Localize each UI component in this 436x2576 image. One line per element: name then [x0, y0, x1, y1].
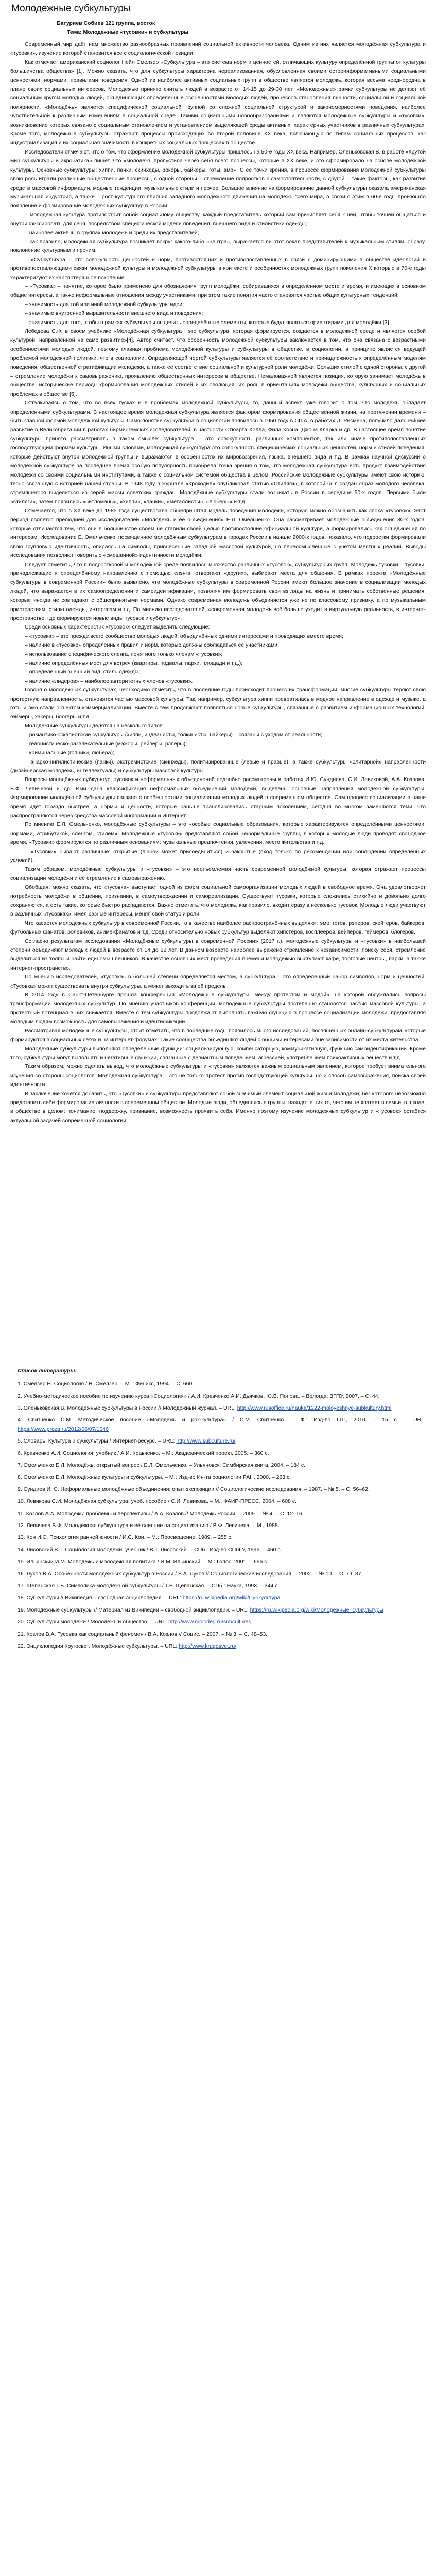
body-paragraph: Среди основных характеристик «тусовок» следует выделить следующие:: [25, 624, 210, 631]
body-paragraph: – гедонистическо-развлекательные (мажоры, рейверы, рэперы);: [25, 740, 187, 747]
body-paragraph: – использование специфического сленга, понятного только членам «тусовки»;: [25, 651, 223, 657]
reference-text: 4. Свитченко С.М. Методическое пособие «Молодёжь и рок-культура» / С.М. Свитченко. – Ф.: Изд-во ГПГ, 2010. – 15 с. – URL:: [18, 1417, 426, 1423]
body-paragraph: Отталкиваясь о том, что во всех тусках и в проблемах молодёжной субкультуры, то, данный аспект, уже говорит о том, что молодёжь обладает определёнными субкультурами. В настоящее время молодежная субкультура является фактором формирования общественной жизни, на протяжении времени – быть главной формой молодёжной культуры. Само понятие субкультура в социологии появилось в 1950 году в США, в работах Д. Рисмена, получило дальнейшее развитие в Великобритании в работах бирмингемских исследователей, в частности Стюарта Холла, Фила Коэна, Джона Кларка и др. В настоящее время понятие субкультуры принято рассматривать в таком смысле: субкультура – это совокупность различных компонентов, так или иначе противопоставленных господствующим формам культуры. Иными словами, молодёжная субкультура это совокупность специфических социальных ценностей, норм и стилей поведения, которые действуют внутри молодежной группы и выражаются в особенностях их мировоззрения, языка, внешнего вида и т.д. В рамках научной дискуссии о молодёжной субкультуре за последнее время особую популярность приобрела точка зрения о том, что молодёжная субкультура есть продукт взаимодействия молодежи со своими социальными институтами, а также с социальной системой общества в целом. Российские молодёжные субкультуры имеют свою историю, тесно связанную с историей нашей страны. В 1948 году в журнале «Крокодил» опубликовал статью «Стиляги», в которой был создан образ молодого человека, стремящегося выделиться из серой массы советских граждан. Молодёжные субкультуры стали возникать в России в середине 50-х годов. Первыми были «стиляги», затем появились «битломаны», «хиппи», «панки», «металлисты», «люберы» и т.д.: [10, 400, 426, 505]
reference-item: [18, 1533, 426, 1542]
reference-item: [18, 1461, 426, 1470]
reference-text: 10. Левикова С.И. Молодёжная субкультура: учеб. пособие / С.И. Левикова. – М.: ФАИР-ПРЕСС, 2004. – 608 с.: [18, 1498, 297, 1505]
body-paragraph: В заключение хочется добавить, что «Тусовки» и субкультуры представляют собой значимый элемент социальной жизни молодёжи, без которого невозможно представить себе формирование личности в современном обществе. Молодые люди, объединяясь в группы, находят в них то, чего им не хватает в семье, в школе, в обществе в целом: понимание, поддержку, признание, возможность проявить себя. Именно поэтому изучение молодёжных субкультур и «тусовок» остаётся актуальной задачей современной социологии.: [10, 1090, 426, 1124]
author-line: Батуриев Собиев 121 группа, восток: [57, 20, 155, 26]
body-paragraph: Как отмечает американский социолог Нейл Смелзер «Субкультура – это система норм и ценностей, отличающих культуру определённой группы от культуры большинства общества» [1]. Можно сказать, что для субкультуры характерна нереализованная, обусловленная своими остроинформативными социальными ценностями, нормами, правилами поведения. Одной из наиболее активных социальных групп в обществе является молодежь, которая весьма неоднородна в плане своих социальных интересов. Молодёжью принято считать людей в возрасте от 14-15 до 29-30 лет. «Молодежные» рамки субкультуры не делают её социальным кругом молодых людей, объединяющих определённые особенностями молодых людей, процессов становления личности, социальной и социальной полярности. «Молодёжь» является специфической социальной группой со сложной социальной структурой и закономерностями поведения, наиболее чувствительной к различным изменениям в социальной среде. Такими социальными новообразованиями и являются молодёжные субкультуры и «тусовки», возникновение которых связано с социальным становлением и установлением выделяющей среды активных, характерных участников в различных субкультурах. Кроме того, молодёжные субкультуры отражают процессы происходящих во второй половине XX века, включающую по типам социальных процессов, как индустриализация и их социальная значимость в конкретных социальных процессах в обществе.: [10, 59, 426, 146]
document-body: [10, 40, 426, 1125]
body-paragraph: – наличие определённых мест для встреч (квартиры, подвалы, парки, площади и т.д.);: [25, 660, 243, 667]
reference-link[interactable]: https://ru.wikipedia.org/wiki/Молодёжные_субкультуры: [250, 1606, 383, 1613]
body-paragraph: Лебедева С.Ф. в своём учебнике «Молодёжная субкультура : это субкультура, которая формируется, создаётся в молодежной среде и является особой культурой, направленной на само развитие»[4]. Автор считает, что особенность молодежной субкультуры заключается в том, что она связана с возрастными особенностями молодых людей, поэтому главная проблема молодёжной культуры и субкультуры в обществе, в социологии, в принципе является ведущей проблемой молодежной политики, что в социологии. Определяющей чертой субкультуры является её соответствие и принадлежность к определённым моделям поведения, общественной стратификации молодежи, а также её соответствие социальной и культурной роли молодёжи. Больших стилей с одной стороны, с другой – стремление молодёжи к самовыражению, проявлению общественных интересов в обществе. Немаловажной является позиция, которую занимает молодёжь в обществе, исторические периоды формирования молодежных стилей и их эволюция, их роль в ориентациях молодёжи общества, культурных и социальных проблемах в обществе [5].: [10, 328, 426, 397]
body-paragraph: Исследователи отмечают, что о том, что оформление молодежной субкультуры пришлось на 50-е годы XX века. Например, Оленьковская В. в работе «Крутой мир субкультуры и акробатика» пишет, что «молодежь пропустила через себя всего процессы, которые в XX веке, и это сформировало на основе молодежной культуры. Основные субкультуры: хиппи, панки, скинхеды, рокеры, байкеры, готы, эмо». С ее точки зрения, в процессе формирования молодёжной субкультуры свою роль играли различные общественные процессы, с одной стороны – стремление подростков к самостоятельности, с другой – такие факторы, как развитие средств массовой информации, модные тенденции, музыкальные стили и прочее. Большое влияние на формирование данной субкультуры оказала американская музыкальная индустрия, а также – рост культурного влияния западного молодёжного движения на молодежь всего мира, в связи с этим в 60-е годы произошло появление и формирование молодёжных субкультур в России.: [10, 148, 426, 209]
body-paragraph: – «Тусовка» – понятие, которое было применено для обозначения групп молодёжи, собиравшихся в определённом месте и время, и имеющих в основном общие интересы, а также неформальные отношения между участниками, при этом такие понятия часто становятся частью общих культурных тенденций;: [10, 283, 426, 299]
body-paragraph: Следует отметить, что в подростковой и молодёжной среде появилось множество различных «тусовок», субкультурных групп. Молодёжь тусовки – тусовки, принадлежащие к определённому направлению с помощью слэнга, отвергают «других», выбирают места для общения. В рамках проекта «Молодёжные субкультуры в современной России» было выявлено, что молодёжные субкультуры в современной России имеют большое значение в социализации молодых людей, что выражается в их самоопределении и самоидентификации, позволяя им формировать свои взгляды на жизнь и принимать собственные решения, которые иногда не совпадают с общепринятыми нормами. Однако современная молодежь объединяется уже не по классовому признаку, а по музыкальным пристрастиям, стилю одежды, интересам и т.д. По мнению исследователей, «современная молодежь всё больше уходит в виртуальную реальность, в интернет-пространство, где формируются новые виды тусовок и субкультур».: [10, 561, 426, 621]
reference-text: 17. Щепанская Т.Б. Символика молодёжной субкультуры / Т.Б. Щепанская. – СПб.: Наука, 1993. – 344 с.: [18, 1583, 280, 1589]
reference-item: [18, 1404, 426, 1413]
body-paragraph: Что касается молодёжных субкультур в современной России, то в качестве наиболее распространённых выделяют: эмо, готов, рэперов, скейтеров, байкеров, футбольных фанатов, ролевиков, аниме-фанатов и т.д. Среди относительно новых субкультур выделяют хипстеров, косплееров, вейперов, геймеров, блогеров.: [10, 920, 426, 936]
references-list: [10, 1380, 426, 1651]
reference-text: 9. Сундиев И.Ю. Неформальные молодёжные объединения: опыт экспозиции // Социологические исследования. – 1987. – № 5. – С. 56–62.: [18, 1486, 370, 1493]
reference-text: 11. Козлов А.А. Молодёжь: проблемы и перспективы / А.А. Козлов // Молодёжь России. – 2009. – № 4. – С. 12–16.: [18, 1510, 304, 1517]
body-paragraph: В 2014 году в Санкт-Петербурге прошла конференция «Молодёжные субкультуры: между протестом и модой», на которой обсуждались вопросы трансформации молодёжных субкультур. По мнению участников конференции, молодёжные субкультуры постепенно становятся частью массовой культуры, а протестный потенциал в них снижается. Вместе с тем субкультуры продолжают выполнять важную функцию в процессе социализации молодёжи, предоставляя молодым людям возможность для самовыражения и идентификации.: [10, 992, 426, 1025]
body-paragraph: – наличие в «тусовке» определённых правил и норм, которые должны соблюдаться её участниками;: [25, 642, 280, 649]
reference-text: 18. Субкультуры // Википедия – свободная энциклопедия. – URL:: [18, 1595, 183, 1601]
body-paragraph: – «Субкультура – это совокупность ценностей и норм, противостоящих и противопоставленных в связи с доминирующими в обществе идеологий и противопоставляющими связи молодежной культуры и молодежной субкультуры в контексте и особенностях молодежных групп поколения Х которые в 70-е годы характеризуют их как "потерянное поколение".: [10, 256, 426, 281]
body-paragraph: Рассматривая молодёжные субкультуры, стоит отметить, что в последние годы появилось много исследований, посвящённых онлайн-субкультурам, которые формируются в социальных сетях и на интернет-форумах. Такие сообщества объединяют людей с общими интересами вне зависимости от их места жительства.: [10, 1027, 426, 1043]
reference-text: 5. Словарь. Культура и субкультуры / Интернет-ресурс. – URL:: [18, 1438, 177, 1445]
reference-text: 19. Молодёжные субкультуры // Материал из Википедии – свободной энциклопедии. – URL:: [18, 1606, 250, 1613]
body-paragraph: – «тусовка» – это прежде всего сообщество молодых людей, объединённых одними интересами и проводящих вместе время;: [25, 633, 343, 639]
body-paragraph: По мнению Е.Л. Омельченко, молодёжные субкультуры – это «особые социальные образования, которые характеризуются определёнными ценностями, нормами, атрибутикой, сленгом, стилем». Молодёжные «тусовки» представляют собой неформальные группы, в которых молодые люди проводят свободное время. «Тусовки» формируются по различным основаниям: музыкальные предпочтения, увлечения, место жительства и т.д.: [10, 821, 426, 846]
body-paragraph: Отмечается, что в XX веке до 1985 года существовала общепринятая модель поведения молодежи, которую можно обозначить как эпоха «тусовок». Этот период является прелюдией для исследователей «Молодёжь и её объединения» Е.Л. Омельченко. Она рассматривает молодёжные объединения 80-х годов, которые отличаются тем, что они в большинстве своем не ставили своей целью противостояние официальной культуре, а формировались как объединения по интересам. Исследование Е. Омельченко, посвящённое молодёжным субкультурам в городах России в начале 2000-х годов, показало, что подростки формировали свою групповую идентичность, опираясь на символы, привнесённые западной массовой культурой, но переосмысленные с учётом местных реалий. Выводы исследования позволяют говорить о «смешанной» идентичности молодёжи.: [10, 507, 426, 559]
body-paragraph: – наличие «лидеров» – наиболее авторитетных членов «тусовки».: [25, 677, 193, 684]
body-paragraph: Таким образом, молодёжные субкультуры и «тусовки» – это неотъемлемая часть современной молодёжной культуры, которая отражает процессы социализации молодёжи и её стремление к самовыражению.: [10, 866, 426, 882]
reference-item: [18, 1510, 426, 1518]
reference-item: [18, 1473, 426, 1482]
body-paragraph: – значимость для того, чтобы в рамках субкультуры выделить определённые элементы, которые будут являться ориентирами для молодёжи [3].: [25, 319, 391, 326]
body-paragraph: Говоря о молодёжных субкультурах, необходимо отметить, что в последние годы происходит процесс их трансформации: многие субкультуры теряют свою протестную направленность, становятся частью массовой культуры. Так, например, субкультура хиппи превратилась в модное направление в одежде и музыке, а готы и эмо стали объектом коммерциализации. Вместе с тем продолжают появляться новые субкультуры, связанные с развитием информационных технологий: геймеры, хакеры, блогеры и т.д.: [10, 687, 426, 720]
reference-text: 15. Ильинский И.М. Молодёжь и молодёжная политика / И.М. Ильинский. – М.: Голос, 2001. – 696 с.: [18, 1558, 269, 1565]
references-title: Список литературы:: [18, 1368, 77, 1375]
body-paragraph: – значимые внутренней выразительности внешнего вида и поведения;: [25, 310, 203, 317]
body-paragraph: – определённый внешний вид, стиль одежды;: [25, 669, 141, 675]
body-paragraph: – «Тусовки» бывают различные: открытые (любой может присоединиться) и закрытые (вход только по рекомендации или соблюдении определённых условий).: [10, 848, 426, 863]
document-title: Молодежные субкультуры: [11, 3, 131, 14]
reference-text: 22. Энциклопедия Кругосвет. Молодёжные субкультуры. – URL:: [18, 1643, 179, 1650]
body-paragraph: По мнению исследователей, «тусовка» в большей степени определяется местом, а субкультура – это определённый набор символов, норм и ценностей. «Тусовка» может существовать внутри субкультуры, а может выходить за её пределы.: [10, 974, 426, 989]
reference-text: 6. Кравченко А.И. Социология: учебник / А.И. Кравченко. – М.: Академический проект, 2005. – 360 с.: [18, 1450, 269, 1456]
body-paragraph: Современный мир даёт нам множество разнообразных проявлений социальной активности человека. Одним из них является молодёжная субкультура и «тусовки», изучение которой становится все с социологической позиции.: [10, 41, 426, 57]
reference-item: [18, 1416, 426, 1434]
body-paragraph: Вопросы молодёжных субкультур, тусовок и неформальных объединений подробно рассмотрены в работах И.Ю. Сундиева, С.И. Левиковой, А.А. Козлова, В.Ф. Левичевой и др. Ими дана классификация неформальных объединений молодежи, выделены основные направления молодежной субкультуры. Формирование молодёжной субкультуры связано с особенностями социализации молодых людей в современном обществе. Сам процесс социализации в наше время идёт гораздо быстрее, а нормы и ценности, которые раньше транслировались старшим поколением, сегодня во многом заменяются теми, что распространяются через средства массовой информации и Интернет.: [10, 776, 426, 819]
topic-line: Тема: Молодежные «тусовки» и субкультуры: [67, 29, 189, 36]
body-paragraph: – криминальные (гопники, любера);: [25, 750, 114, 756]
reference-text: 14. Лисовский В.Т. Социология молодёжи: учебник / В.Т. Лисовский. – СПб.: Изд-во СПбГУ, 1996. – 460 с.: [18, 1546, 282, 1553]
reference-item: [18, 1557, 426, 1566]
body-paragraph: Согласно результатам исследования «Молодёжные субкультуры в современной России» (2017 г.), молодёжные субкультуры и «тусовки» в наибольшей степени объединяют молодых людей в возрасте от 14 до 22 лет. В данном возрасте наиболее выражено стремление к независимости, поиску себя, стремление выделиться из толпы и найти единомышленников. В качестве основных мест проведения времени молодёжью выступают кафе, торговые центры, парки, а также интернет-пространство.: [10, 938, 426, 971]
body-paragraph: Молодёжные субкультуры выполняют определённые функции: социализирующую, компенсаторную, коммуникативную, функцию самоидентификации. Кроме того, субкультуры могут выполнять и негативные функции, связанные с девиантным поведением, агрессией, употреблением психоактивных веществ и т.д.: [10, 1045, 426, 1061]
body-paragraph: – молодежная культура противостоит собой социальному обществу, каждый представитель который сам причисляет себя к ней, чтобы точней общаться и внутри фиксировать для себя, посредством специфической модели поведения, внешнего вида и стилистики одежды;: [10, 211, 426, 227]
body-paragraph: – наиболее активны в группах молодежи и среди их представителей;: [25, 229, 199, 236]
reference-link[interactable]: http://www.rusoffice.ru/nauka/1222-moloyeshnye-subkultury.html: [237, 1404, 392, 1411]
reference-item: [18, 1380, 426, 1388]
reference-link[interactable]: http://www.molodeg.ru/subcultures: [168, 1619, 251, 1625]
reference-item: [18, 1437, 426, 1446]
body-paragraph: Таким образом, можно сделать вывод, что молодёжные субкультуры и «тусовки» являются важным социальным явлением, которое требует внимательного изучения со стороны социологов. Молодёжная субкультура – это не только протест против господствующей культуры, но и способ самовыражения, поиска своей идентичности.: [10, 1063, 426, 1088]
body-paragraph: – значимость для той или иной молодежной субкультуры идеи;: [25, 301, 184, 308]
reference-text: 2. Учебно-методическое пособие по изучению курса «Социология» / А.И. Кравченко А.И. Дьячков, Ю.В. Попова. – Вологда: ВГПУ, 2007. – С. 44.: [18, 1393, 380, 1399]
reference-text: 21. Козлов В.А. Тусовка как социальный феномен / В.А. Козлов // Социс. – 2007. – № 3. – С. 48–53.: [18, 1631, 268, 1637]
reference-link[interactable]: https://www.proza.ru/2012/06/07/1046: [18, 1426, 109, 1432]
body-paragraph: – романтико-эскапистские субкультуры (хиппи, индеанисты, толкинисты, байкеры) – связаны с уходом от реальности;: [25, 732, 323, 738]
reference-item: [18, 1546, 426, 1554]
body-paragraph: – как правило, молодежная субкультура возникает вокруг какого-либо «центра», выражается ли этот вокал представителей к музыкальным стилям, образу, поклонение культурным и прочим.: [10, 238, 426, 254]
reference-text: 12. Левичева В.Ф. Молодёжная субкультура и её влияние на социализацию / В.Ф. Левичева. – М., 1988.: [18, 1522, 280, 1529]
reference-item: [18, 1642, 426, 1651]
body-paragraph: Молодёжные субкультуры делятся на несколько типов:: [25, 722, 164, 729]
reference-item: [18, 1497, 426, 1506]
reference-text: 13. Кон И.С. Психология ранней юности / И.С. Кон. – М.: Просвещение, 1989. – 255 с.: [18, 1534, 233, 1541]
body-paragraph: Обобщая, можно сказать, что «тусовка» выступает одной из форм социальной самоорганизации молодых людей в свободное время. Она удовлетворяет потребность молодёжи в общении, признании, в самоутверждении и самореализации. Существуют тусовки, которые сложились стихийно и довольно долго сохраняются, а есть такие, которые быстро распадаются. Важно отметить, что молодежь, как правило, входит сразу в несколько тусовок. Молодые люди участвуют в различных «тусовках», имея разные интересы, меняя свой статус и роли.: [10, 884, 426, 918]
blank-space: [10, 1125, 426, 1367]
reference-text: 16. Луков В.А. Особенности молодёжных субкультур в России / В.А. Луков // Социологические исследования. – 2002. – № 10. – С. 79–87.: [18, 1570, 363, 1577]
reference-text: 20. Субкультуры молодёжи / Молодёжь и общество. – URL:: [18, 1619, 169, 1625]
reference-item: [18, 1392, 426, 1401]
reference-text: 3. Оленьковская В. Молодёжные субкультуры в России // Молодёжный журнал. – URL:: [18, 1404, 237, 1411]
reference-item: [18, 1630, 426, 1639]
reference-item: [18, 1485, 426, 1494]
reference-text: 7. Омельченко Е.Л. Молодёжь: открытый вопрос / Е.Л. Омельченко. – Ульяновск: Симбирская книга, 2004. – 184 с.: [18, 1462, 306, 1468]
reference-text: 8. Омельченко Е.Л. Молодёжные культуры и субкультуры. – М.: Изд-во Ин-та социологии РАН, 2000. – 263 с.: [18, 1474, 291, 1481]
reference-item: [18, 1521, 426, 1530]
reference-item: [18, 1570, 426, 1579]
reference-item: [18, 1582, 426, 1590]
reference-link[interactable]: http://www.subculture.ru/: [176, 1438, 236, 1445]
reference-link[interactable]: https://ru.wikipedia.org/wiki/Субкультура: [182, 1595, 281, 1601]
body-paragraph: – анархо-нигилистические (панки), экстремистские (скинхеды), политизированные (левые и правые), а также субкультуры «элитарной» направленности (дизайнерская молодёжь, интеллектуалы) и субкультуры массовой культуры.: [10, 758, 426, 774]
reference-item: [18, 1606, 426, 1615]
reference-text: 1. Смелзер Н. Социология / Н. Смелзер. – М. : Феникс, 1994. – С. 660.: [18, 1381, 194, 1387]
reference-link[interactable]: http://www.krugosvet.ru/: [179, 1643, 237, 1650]
reference-item: [18, 1618, 426, 1626]
reference-item: [18, 1449, 426, 1458]
reference-item: [18, 1594, 426, 1602]
document-page: [0, 3, 436, 2576]
